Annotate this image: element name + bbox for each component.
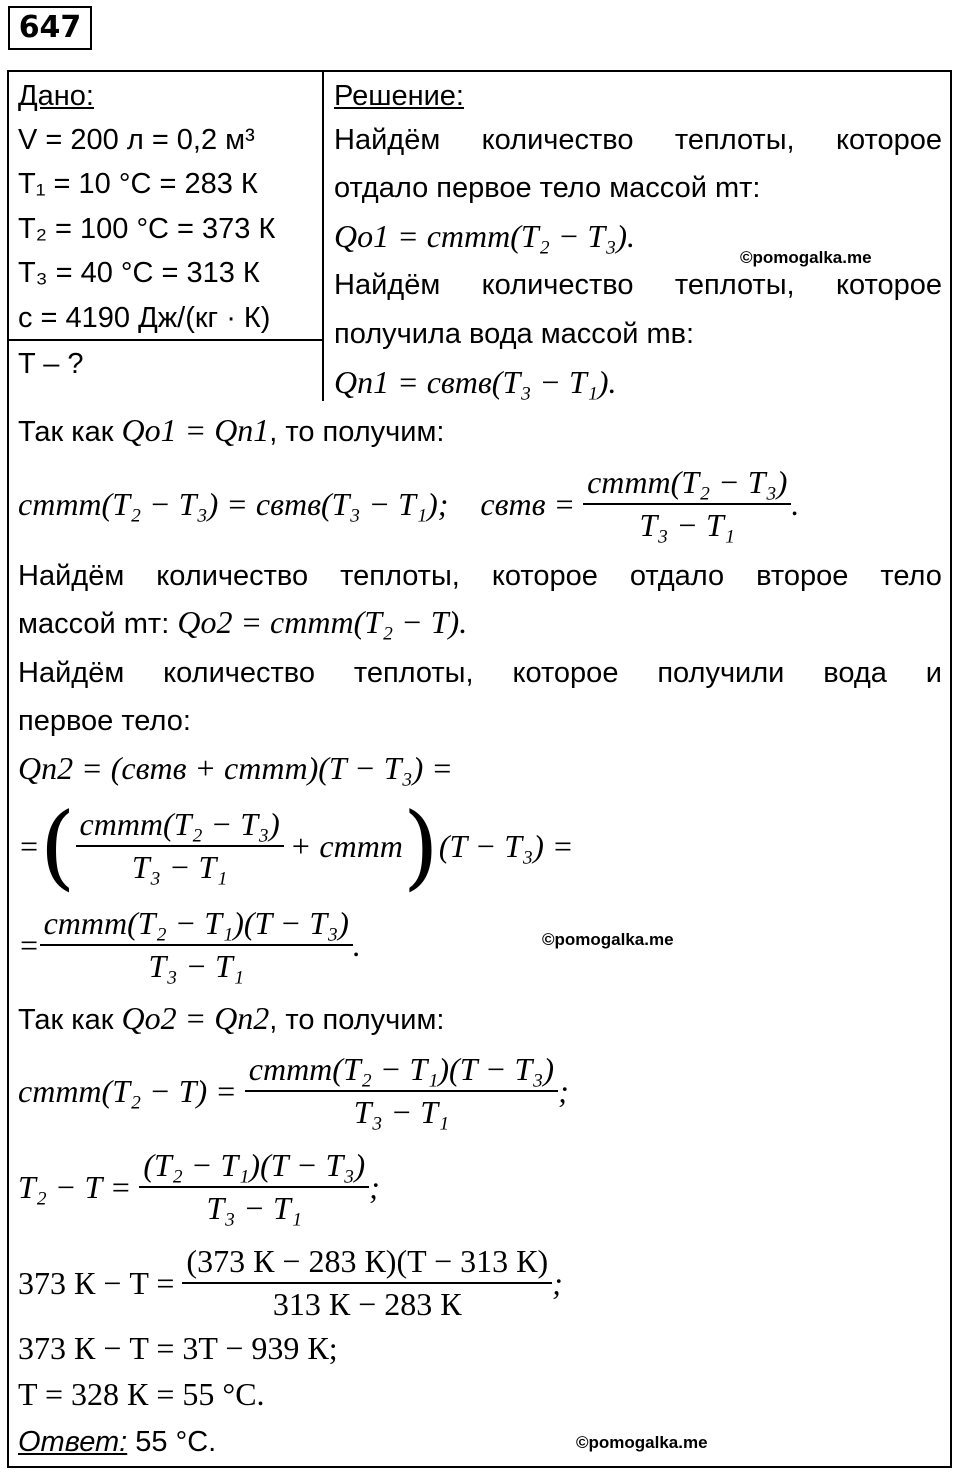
given-divider xyxy=(7,339,324,341)
text-line: Так как Qо1 = Qп1, то получим: xyxy=(18,412,445,448)
text-line: первое тело: xyxy=(18,705,191,737)
given-line: T₁ = 10 °C = 283 К xyxy=(18,168,258,200)
solution-paragraph: отдало первое тело массой mт: xyxy=(334,172,761,204)
solution-paragraph: Найдём количество теплоты, которое xyxy=(334,269,942,301)
given-line: T₃ = 40 °C = 313 К xyxy=(18,257,260,289)
given-line: T₂ = 100 °C = 373 К xyxy=(18,213,276,245)
formula: Qо1 = cтmт(T₂ − T₃). xyxy=(334,218,635,254)
text-paragraph: Найдём количество теплоты, которое отдало второе тело xyxy=(18,560,942,592)
equation-7: 373 К − T = $\frac{(373 К - 283 К)(T - 313 К)}{313 К - 283 К}$ ; xyxy=(18,1243,563,1322)
solution-paragraph: получила вода массой mв: xyxy=(334,318,695,350)
answer-value: 55 °С. xyxy=(127,1426,217,1458)
equation-4: = $\frac{\text{cтmт(T₂ − T₁)(T − T₃)}}{\text{T₃ − T₁}}$ . xyxy=(18,905,361,984)
given-title: Дано: xyxy=(18,80,94,112)
problem-number: 647 xyxy=(8,6,92,50)
equation-5: cтmт(T₂ − T) = $\frac{\text{cтmт(T₂ − T₁)(T − T₃)}}{\text{T₃ − T₁}}$ ; xyxy=(18,1051,569,1130)
text-line: Так как Qо2 = Qп2, то получим: xyxy=(18,1000,445,1036)
answer-label: Ответ: xyxy=(18,1426,128,1458)
find-line: T – ? xyxy=(18,348,84,380)
solution-paragraph: Найдём количество теплоты, которое xyxy=(334,124,942,156)
column-divider xyxy=(322,70,324,401)
solution-title: Решение: xyxy=(334,80,464,112)
watermark: ©pomogalka.me xyxy=(542,930,674,949)
equation-3: = ( $\frac{\text{cтmт(T₂ − T₃)}}{\text{T₃ − T₁}}$ + cтmт ) (T − T₃) = xyxy=(18,792,574,900)
equation-2: Qп2 = (cвmв + cтmт)(T − T₃) = xyxy=(18,750,453,786)
watermark: ©pomogalka.me xyxy=(576,1433,708,1452)
equation-1: cтmт(T₂ − T₃) = cвmв(T₃ − T₁); cвmв = $\frac{\text{cтmт(T₂ − T₃)}}{\text{T₃ − T₁}}$ . xyxy=(18,464,800,543)
text-line: массой mт: Qо2 = cтmт(T₂ − T). xyxy=(18,604,468,640)
text-paragraph: Найдём количество теплоты, которое получили вода и xyxy=(18,657,942,689)
equation-8: 373 К − T = 3T − 939 К; xyxy=(18,1330,338,1366)
given-line: c = 4190 Дж/(кг · К) xyxy=(18,302,271,334)
watermark: ©pomogalka.me xyxy=(740,248,872,267)
equation-9: T = 328 К = 55 °С. xyxy=(18,1376,265,1412)
answer-line xyxy=(18,1424,216,1460)
formula: Qп1 = cвmв(T₃ − T₁). xyxy=(334,364,617,400)
given-line: V = 200 л = 0,2 м³ xyxy=(18,124,255,156)
equation-6: T₂ − T = $\frac{\text{(T₂ − T₁)(T − T₃)}}{\text{T₃ − T₁}}$ ; xyxy=(18,1147,380,1226)
